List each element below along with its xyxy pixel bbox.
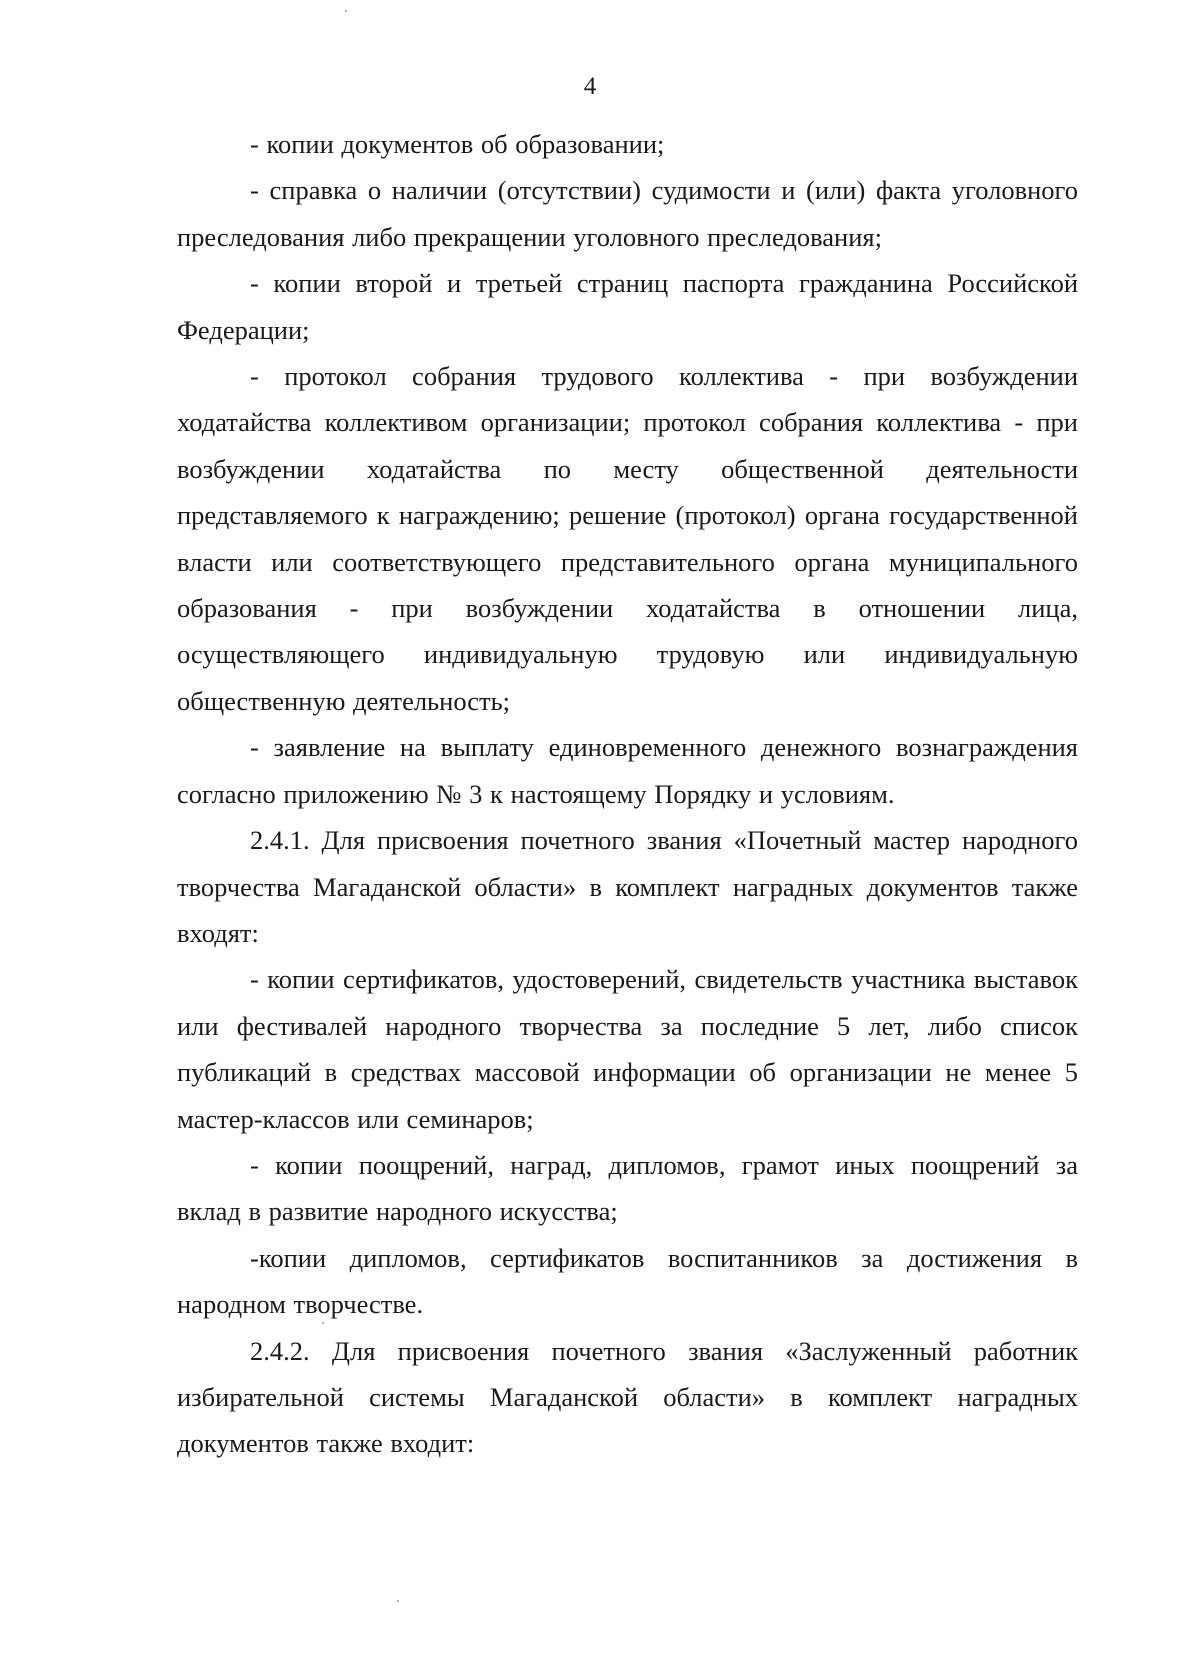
scan-speck [322,1322,324,1324]
paragraph-2-4-1: 2.4.1. Для присвоения почетного звания «Почетный мастер народного творчества Магаданской области» в комплект наградных документов также входят: [177,825,1078,948]
paragraph-awards-copies: - копии поощрений, наград, дипломов, грамот иных поощрений за вклад в развитие народного искусства; [177,1149,1078,1227]
paragraph-payment-application: - заявление на выплату единовременного денежного вознаграждения согласно приложению № 3 к настоящему Порядку и условиям. [177,732,1078,809]
paragraph-criminal-record: - справка о наличии (отсутствии) судимости и (или) факта уголовного преследования либо прекращении уголовного преследования; [177,175,1078,252]
scan-speck [345,10,347,12]
paragraph-2-4-2: 2.4.2. Для присвоения почетного звания «Заслуженный работник избирательной системы Магаданской области» в комплект наградных документов также входит: [177,1335,1078,1459]
document-body [177,121,1078,1467]
paragraph-certificates-copies: - копии сертификатов, удостоверений, свидетельств участника выставок или фестивалей народного творчества за последние 5 лет, либо список публикаций в средствах массовой информации об организации не менее 5 мастер-классов или семинаров; [177,964,1078,1134]
scan-speck [397,1600,399,1602]
paragraph-education-copies: - копии документов об образовании; [250,129,665,159]
paragraph-passport-copies: - копии второй и третьей страниц паспорта гражданина Российской Федерации; [177,268,1078,345]
page-number: 4 [583,73,597,100]
paragraph-meeting-protocol: - протокол собрания трудового коллектива - при возбуждении ходатайства коллективом организации; протокол собрания коллектива - при возбуждении ходатайства по месту общественной деятельности представляемого к награждению; решение (протокол) органа государственной власти или соответствующего представительного органа муниципального образования - при возбуждении ходатайства в отношении лица, осуществляющего индивидуальную трудовую или индивидуальную общественную деятельность; [177,361,1078,716]
paragraph-diplomas-copies: -копии дипломов, сертификатов воспитанников за достижения в народном творчестве. [177,1242,1078,1320]
